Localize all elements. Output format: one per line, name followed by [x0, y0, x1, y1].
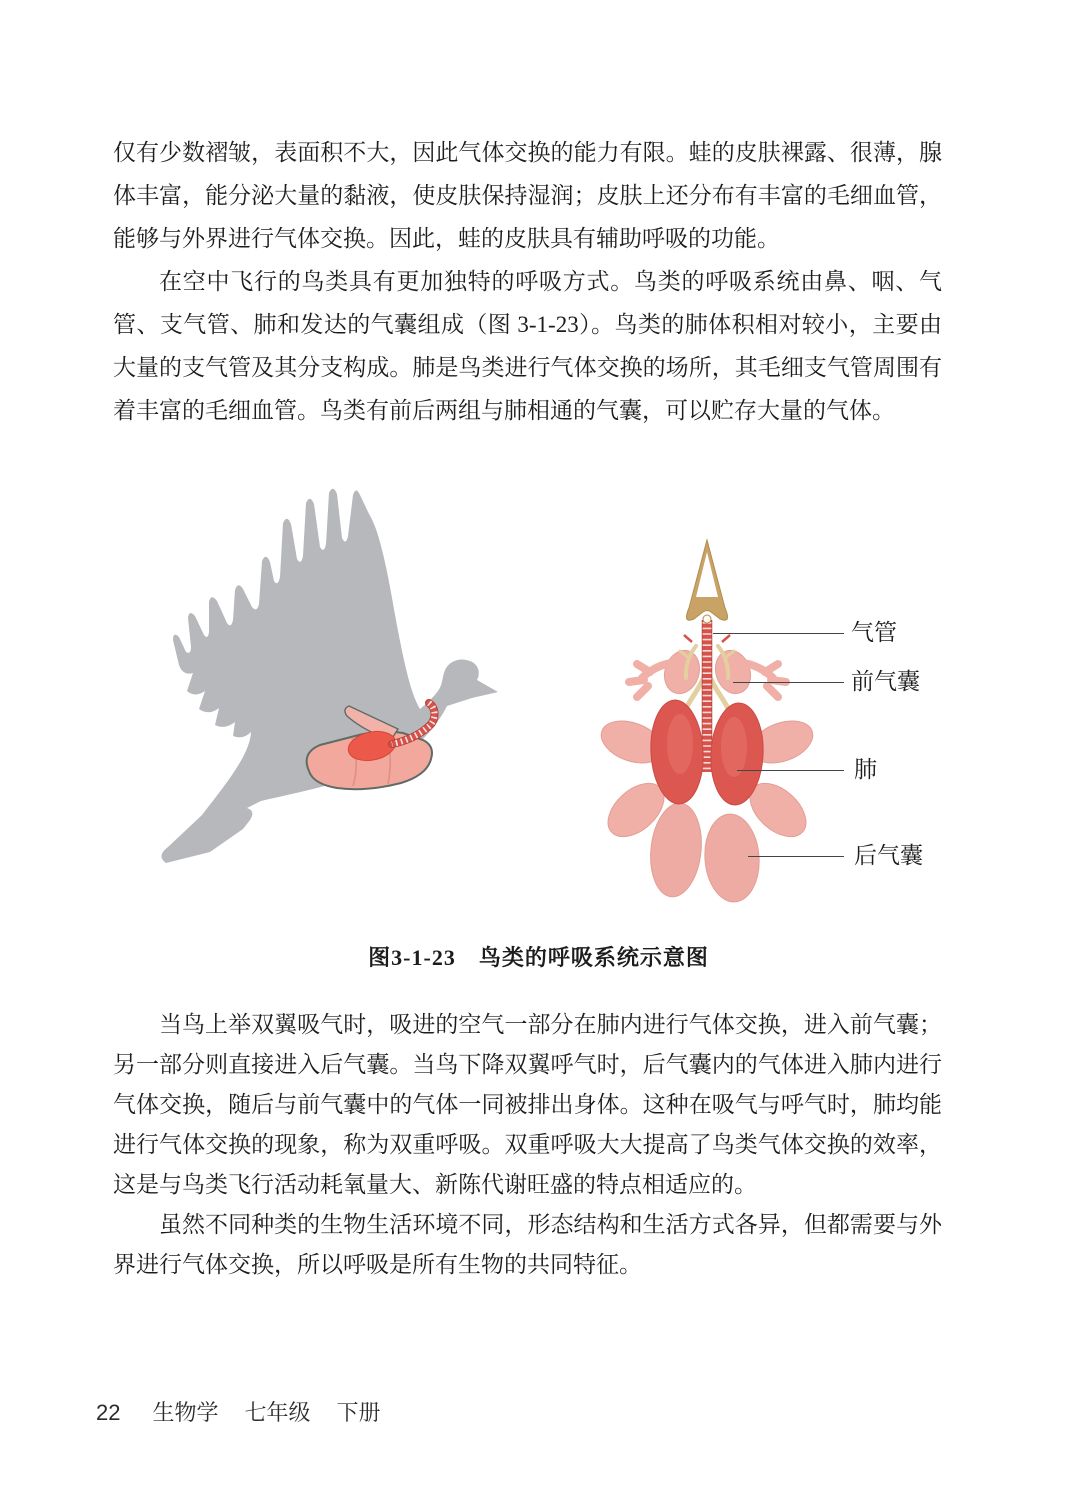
- paragraph-conclusion: 虽然不同种类的生物生活环境不同，形态结构和生活方式各异，但都需要与外界进行气体交换，所以呼吸是所有生物的共同特征。: [113, 1212, 942, 1277]
- bird-silhouette-illustration: [140, 470, 560, 890]
- leader-line-lung: [737, 770, 844, 771]
- page-footer: [96, 1396, 407, 1427]
- page-number: 22: [96, 1400, 121, 1425]
- label-posterior-air-sac: 后气囊: [854, 843, 923, 868]
- diagram-posterior-air-sacs: [646, 801, 762, 904]
- bird-silhouette: [161, 489, 498, 863]
- volume-label: 下册: [336, 1400, 381, 1425]
- label-trachea: 气管: [851, 620, 897, 645]
- label-lung: 肺: [854, 757, 877, 782]
- book-title: 生物学: [152, 1400, 219, 1425]
- leader-line-trachea: [713, 633, 844, 634]
- body-text-bottom: [113, 1005, 942, 1285]
- figure-caption: 图3-1-23 鸟类的呼吸系统示意图: [368, 945, 709, 970]
- body-text-top: [113, 131, 942, 432]
- paragraph-double-respiration: 当鸟上举双翼吸气时，吸进的空气一部分在肺内进行气体交换，进入前气囊；另一部分则直接进入后气囊。当鸟下降双翼呼气时，后气囊内的气体进入肺内进行气体交换，随后与前气囊中的气体一同被排出身体。这种在吸气与呼气时，肺均能进行气体交换的现象，称为双重呼吸。双重呼吸大大提高了鸟类气体交换的效率，这是与鸟类飞行活动耗氧量大、新陈代谢旺盛的特点相适应的。: [113, 1012, 942, 1197]
- leader-line-anterior-air-sac: [733, 682, 844, 683]
- leader-line-posterior-air-sac: [748, 856, 844, 857]
- paragraph-frog-skin: 仅有少数褶皱，表面积不大，因此气体交换的能力有限。蛙的皮肤裸露、很薄，腺体丰富，能分泌大量的黏液，使皮肤保持湿润；皮肤上还分布有丰富的毛细血管，能够与外界进行气体交换。因此，蛙的皮肤具有辅助呼吸的功能。: [113, 140, 942, 251]
- grade-label: 七年级: [244, 1400, 311, 1425]
- label-anterior-air-sac: 前气囊: [851, 669, 920, 694]
- paragraph-bird-respiration: 在空中飞行的鸟类具有更加独特的呼吸方式。鸟类的呼吸系统由鼻、咽、气管、支气管、肺和发达的气囊组成（图 3-1-23）。鸟类的肺体积相对较小，主要由大量的支气管及其分支构成。肺是鸟类进行气体交换的场所，其毛细支气管周围有着丰富的毛细血管。鸟类有前后两组与肺相通的气囊，可以贮存大量的气体。: [113, 269, 942, 423]
- diagram-beak: [686, 540, 727, 623]
- figure-3-1-23: [0, 470, 1077, 935]
